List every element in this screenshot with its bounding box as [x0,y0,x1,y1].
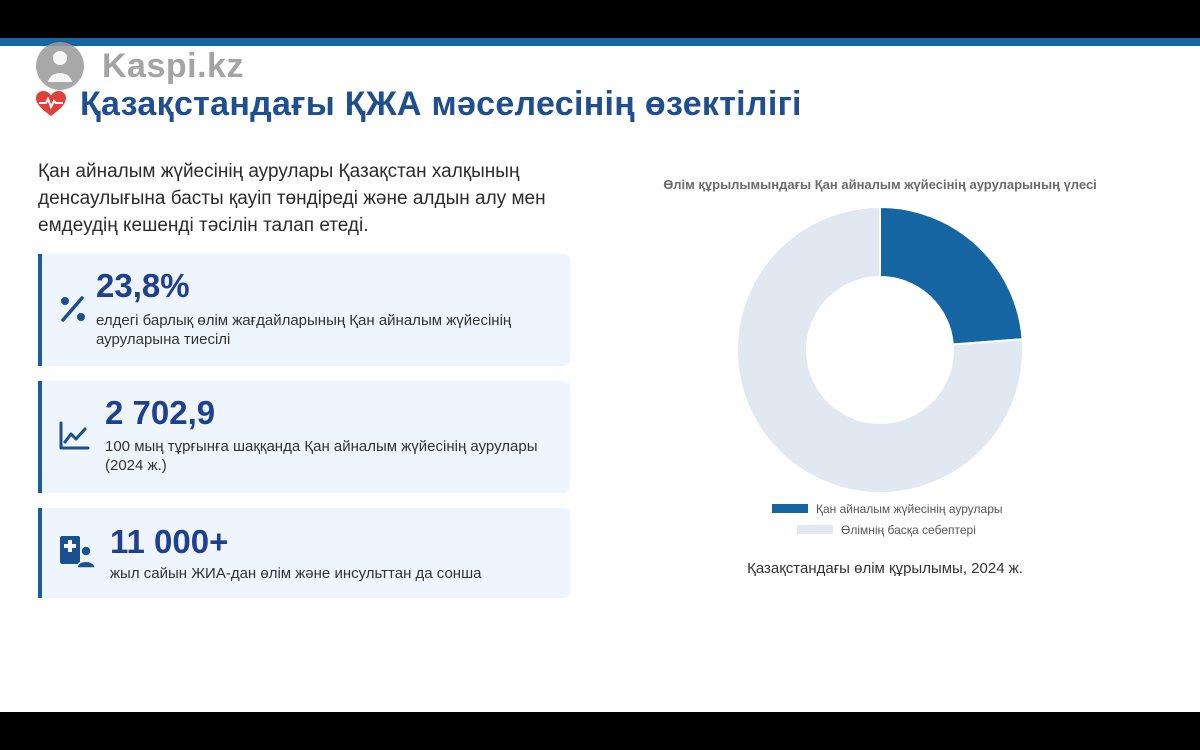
watermark-text: Kaspi.kz [102,46,244,85]
stat-description: жыл сайын ЖИА-дан өлім және инсульттан да сонша [110,565,482,582]
stat-value: 2 702,9 [105,394,216,431]
legend-swatch [797,525,833,534]
legend-item [772,498,1003,519]
stat-value: 23,8% [96,267,190,304]
trend-chart-icon [58,421,90,451]
chart-legend [772,498,1003,540]
slide [0,38,1200,712]
stat-value: 11 000+ [110,523,229,560]
legend-item [797,519,1003,540]
stat-card [38,381,570,493]
stat-card [38,254,570,366]
stat-description: елдегі барлық өлім жағдайларының Қан айналым жүйесінің ауруларына тиесілі [96,312,512,348]
percent-icon [58,294,88,324]
legend-label: Қан айналым жүйесінің аурулары [816,501,1003,516]
legend-swatch [772,504,808,513]
chart-caption: Қазақстандағы өлім құрылымы, 2024 ж. [747,560,1023,577]
intro-text: Қан айналым жүйесінің аурулары Қазақстан халқының денсаулығына басты қауіп төндіреді және алдын алу мен емдеудің кешенді тәсілін талап етеді. [38,161,546,236]
heart-pulse-icon [36,91,66,117]
legend-label: Өлімнің басқа себептері [841,522,976,537]
donut-slice-1 [880,207,1023,345]
stat-card [38,508,570,598]
page-title: Қазақстандағы ҚЖА мәселесінің өзектілігі [80,84,802,123]
title-row [36,82,802,126]
chart-title: Өлім құрылымындағы Қан айналым жүйесінің ауруларының үлесі [663,177,1097,192]
donut-chart [730,200,1030,500]
stat-description: 100 мың тұрғынға шаққанда Қан айналым жүйесінің аурулары (2024 ж.) [105,438,538,474]
medical-staff-icon [58,534,96,570]
